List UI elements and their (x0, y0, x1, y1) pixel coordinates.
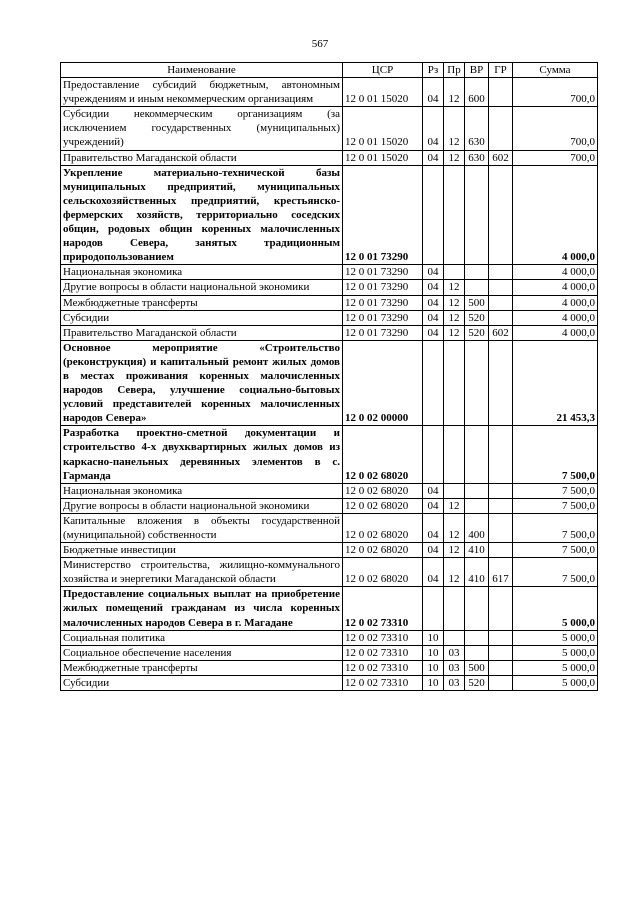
cell-csr: 12 0 01 73290 (343, 165, 423, 265)
cell-csr: 12 0 01 73290 (343, 295, 423, 310)
cell-sum: 7 500,0 (513, 498, 598, 513)
cell-vr: 630 (465, 107, 489, 150)
cell-rz (423, 340, 444, 426)
cell-sum: 700,0 (513, 78, 598, 107)
cell-gr (489, 340, 513, 426)
cell-pr (444, 587, 465, 630)
cell-rz: 04 (423, 543, 444, 558)
table-row (61, 295, 598, 310)
cell-sum: 21 453,3 (513, 340, 598, 426)
cell-rz: 04 (423, 498, 444, 513)
cell-vr (465, 280, 489, 295)
cell-csr: 12 0 01 73290 (343, 280, 423, 295)
cell-sum: 5 000,0 (513, 587, 598, 630)
cell-pr (444, 483, 465, 498)
cell-csr: 12 0 02 73310 (343, 675, 423, 690)
cell-csr: 12 0 02 68020 (343, 543, 423, 558)
table-row (61, 280, 598, 295)
cell-gr (489, 280, 513, 295)
cell-name: Предоставление социальных выплат на приобретение жилых помещений гражданам из числа коренных малочисленных народов Севера в г. Магадане (61, 587, 343, 630)
cell-pr: 12 (444, 78, 465, 107)
cell-name: Основное мероприятие «Строительство (реконструкция) и капитальный ремонт жилых домов в местах проживания коренных малочисленных народов Севера, улучшение социально-бытовых условий представителей коренных малочисленных народов Севера» (61, 340, 343, 426)
cell-pr (444, 340, 465, 426)
header-rz: Рз (423, 63, 444, 78)
cell-vr (465, 165, 489, 265)
cell-csr: 12 0 01 73290 (343, 310, 423, 325)
header-name: Наименование (61, 63, 343, 78)
cell-pr (444, 630, 465, 645)
cell-csr: 12 0 02 73310 (343, 630, 423, 645)
cell-vr: 410 (465, 543, 489, 558)
cell-rz (423, 165, 444, 265)
table-row (61, 325, 598, 340)
cell-gr (489, 630, 513, 645)
cell-vr (465, 265, 489, 280)
cell-csr: 12 0 02 68020 (343, 558, 423, 587)
cell-gr (489, 513, 513, 542)
cell-name: Субсидии (61, 310, 343, 325)
cell-vr (465, 426, 489, 483)
cell-sum: 5 000,0 (513, 675, 598, 690)
table-header-row (61, 63, 598, 78)
cell-gr (489, 483, 513, 498)
cell-gr (489, 675, 513, 690)
cell-vr: 400 (465, 513, 489, 542)
cell-sum: 700,0 (513, 107, 598, 150)
cell-rz (423, 587, 444, 630)
cell-csr: 12 0 01 15020 (343, 107, 423, 150)
cell-name: Капитальные вложения в объекты государственной (муниципальной) собственности (61, 513, 343, 542)
table-row (61, 630, 598, 645)
table-row (61, 645, 598, 660)
cell-rz (423, 426, 444, 483)
table-row (61, 587, 598, 630)
cell-pr: 12 (444, 558, 465, 587)
cell-sum: 5 000,0 (513, 630, 598, 645)
cell-name: Межбюджетные трансферты (61, 660, 343, 675)
cell-name: Укрепление материально-технической базы муниципальных предприятий, муниципальных сельскохозяйственных предприятий, крестьянско-фермерских хозяйств, территориально соседских общин, родовых общин коренных малочисленных народов Севера, занятых традиционным природопользованием (61, 165, 343, 265)
cell-vr (465, 498, 489, 513)
cell-gr (489, 295, 513, 310)
header-sum: Сумма (513, 63, 598, 78)
cell-name: Правительство Магаданской области (61, 325, 343, 340)
cell-name: Национальная экономика (61, 265, 343, 280)
cell-pr: 12 (444, 107, 465, 150)
cell-vr (465, 340, 489, 426)
cell-csr: 12 0 02 00000 (343, 340, 423, 426)
cell-pr: 12 (444, 280, 465, 295)
cell-name: Предоставление субсидий бюджетным, автономным учреждениям и иным некоммерческим организациям (61, 78, 343, 107)
cell-name: Субсидии (61, 675, 343, 690)
table-row (61, 483, 598, 498)
cell-name: Другие вопросы в области национальной экономики (61, 498, 343, 513)
cell-rz: 04 (423, 150, 444, 165)
cell-vr (465, 630, 489, 645)
table-body (61, 78, 598, 691)
cell-pr: 12 (444, 310, 465, 325)
cell-gr (489, 78, 513, 107)
budget-table (60, 62, 598, 691)
cell-pr: 12 (444, 150, 465, 165)
cell-name: Социальная политика (61, 630, 343, 645)
cell-rz: 10 (423, 630, 444, 645)
cell-csr: 12 0 02 68020 (343, 498, 423, 513)
cell-gr (489, 660, 513, 675)
cell-csr: 12 0 02 73310 (343, 645, 423, 660)
table-row (61, 150, 598, 165)
cell-sum: 4 000,0 (513, 165, 598, 265)
cell-vr: 630 (465, 150, 489, 165)
cell-pr (444, 426, 465, 483)
cell-rz: 04 (423, 513, 444, 542)
cell-vr (465, 483, 489, 498)
cell-pr: 03 (444, 675, 465, 690)
header-gr: ГР (489, 63, 513, 78)
cell-name: Бюджетные инвестиции (61, 543, 343, 558)
cell-sum: 7 500,0 (513, 426, 598, 483)
cell-pr: 12 (444, 543, 465, 558)
cell-gr (489, 645, 513, 660)
cell-csr: 12 0 02 73310 (343, 587, 423, 630)
cell-vr: 520 (465, 310, 489, 325)
cell-sum: 4 000,0 (513, 310, 598, 325)
cell-name: Национальная экономика (61, 483, 343, 498)
cell-pr: 12 (444, 295, 465, 310)
cell-pr (444, 265, 465, 280)
cell-csr: 12 0 02 68020 (343, 513, 423, 542)
cell-gr: 617 (489, 558, 513, 587)
cell-csr: 12 0 02 73310 (343, 660, 423, 675)
cell-gr (489, 310, 513, 325)
cell-vr: 500 (465, 295, 489, 310)
cell-name: Правительство Магаданской области (61, 150, 343, 165)
cell-gr (489, 265, 513, 280)
cell-pr: 12 (444, 498, 465, 513)
cell-pr: 03 (444, 660, 465, 675)
cell-rz: 04 (423, 310, 444, 325)
page-number: 567 (311, 38, 329, 50)
cell-vr: 410 (465, 558, 489, 587)
cell-rz: 04 (423, 280, 444, 295)
table-row (61, 426, 598, 483)
cell-gr: 602 (489, 325, 513, 340)
cell-rz: 04 (423, 295, 444, 310)
cell-rz: 10 (423, 660, 444, 675)
table-row (61, 558, 598, 587)
cell-name: Другие вопросы в области национальной экономики (61, 280, 343, 295)
cell-rz: 04 (423, 558, 444, 587)
cell-pr: 03 (444, 645, 465, 660)
cell-rz: 04 (423, 107, 444, 150)
cell-sum: 4 000,0 (513, 280, 598, 295)
cell-vr (465, 645, 489, 660)
cell-sum: 5 000,0 (513, 660, 598, 675)
cell-sum: 7 500,0 (513, 543, 598, 558)
cell-sum: 700,0 (513, 150, 598, 165)
cell-csr: 12 0 01 73290 (343, 325, 423, 340)
cell-sum: 7 500,0 (513, 558, 598, 587)
cell-rz: 04 (423, 483, 444, 498)
table-row (61, 340, 598, 426)
cell-name: Социальное обеспечение населения (61, 645, 343, 660)
cell-gr (489, 165, 513, 265)
cell-gr (489, 107, 513, 150)
header-pr: Пр (444, 63, 465, 78)
cell-pr: 12 (444, 513, 465, 542)
cell-csr: 12 0 01 73290 (343, 265, 423, 280)
cell-vr (465, 587, 489, 630)
cell-sum: 4 000,0 (513, 325, 598, 340)
cell-pr: 12 (444, 325, 465, 340)
cell-gr (489, 426, 513, 483)
cell-rz: 10 (423, 675, 444, 690)
cell-gr (489, 543, 513, 558)
cell-pr (444, 165, 465, 265)
table-row (61, 498, 598, 513)
cell-name: Межбюджетные трансферты (61, 295, 343, 310)
table-row (61, 107, 598, 150)
cell-vr: 520 (465, 675, 489, 690)
cell-vr: 600 (465, 78, 489, 107)
cell-csr: 12 0 01 15020 (343, 150, 423, 165)
cell-csr: 12 0 02 68020 (343, 426, 423, 483)
table-row (61, 675, 598, 690)
table-row (61, 78, 598, 107)
table-row (61, 165, 598, 265)
cell-rz: 04 (423, 78, 444, 107)
header-vr: ВР (465, 63, 489, 78)
cell-gr: 602 (489, 150, 513, 165)
cell-sum: 7 500,0 (513, 483, 598, 498)
cell-sum: 5 000,0 (513, 645, 598, 660)
cell-name: Разработка проектно-сметной документации и строительство 4-х двухквартирных жилых домов из каркасно-панельных деревянных элементов в с. Гарманда (61, 426, 343, 483)
cell-rz: 10 (423, 645, 444, 660)
cell-sum: 4 000,0 (513, 265, 598, 280)
cell-vr: 520 (465, 325, 489, 340)
cell-csr: 12 0 02 68020 (343, 483, 423, 498)
table-row (61, 513, 598, 542)
header-csr: ЦСР (343, 63, 423, 78)
cell-gr (489, 498, 513, 513)
cell-csr: 12 0 01 15020 (343, 78, 423, 107)
cell-rz: 04 (423, 325, 444, 340)
cell-sum: 4 000,0 (513, 295, 598, 310)
table-row (61, 265, 598, 280)
cell-vr: 500 (465, 660, 489, 675)
table-row (61, 543, 598, 558)
cell-sum: 7 500,0 (513, 513, 598, 542)
cell-rz: 04 (423, 265, 444, 280)
cell-name: Министерство строительства, жилищно-коммунального хозяйства и энергетики Магаданской области (61, 558, 343, 587)
table-row (61, 660, 598, 675)
table-row (61, 310, 598, 325)
cell-name: Субсидии некоммерческим организациям (за исключением государственных (муниципальных) учреждений) (61, 107, 343, 150)
cell-gr (489, 587, 513, 630)
